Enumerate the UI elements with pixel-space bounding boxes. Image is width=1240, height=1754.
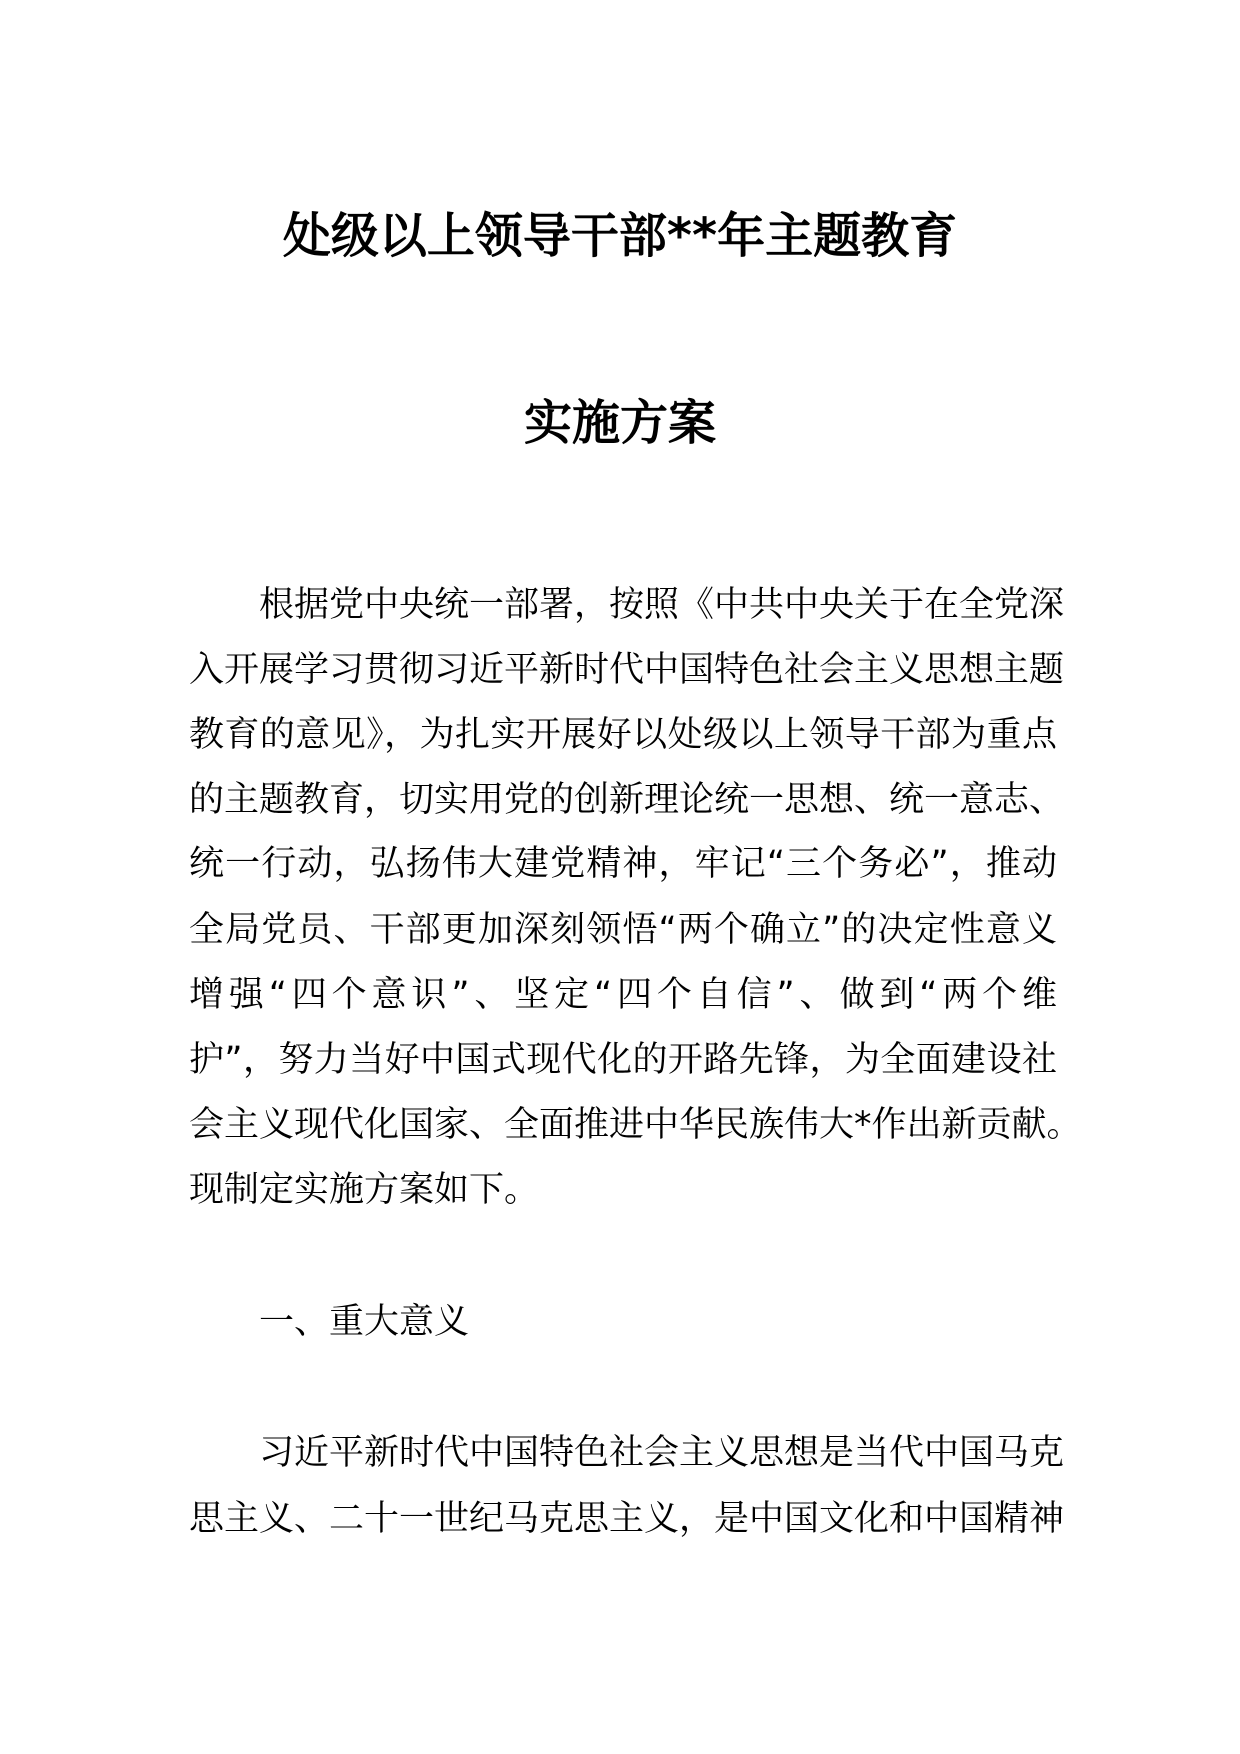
paragraph-line: 教育的意见》，为扎实开展好以处级以上领导干部为重点 xyxy=(189,715,1057,755)
paragraph-line: 的主题教育，切实用党的创新理论统一思想、统一意志、 xyxy=(189,780,1065,820)
paragraph-line: 思主义、二十一世纪马克思主义，是中国文化和中国精神 xyxy=(189,1499,1065,1539)
paragraph-line: 统一行动，弘扬伟大建党精神，牢记“三个务必”，推动 xyxy=(189,844,1057,884)
paragraph-line: 入开展学习贯彻习近平新时代中国特色社会主义思想主题 xyxy=(189,650,1065,690)
paragraph-line: 全局党员、干部更加深刻领悟“两个确立”的决定性意义 xyxy=(189,910,1057,950)
paragraph-line: 习近平新时代中国特色社会主义思想是当代中国马克 xyxy=(259,1433,1065,1473)
paragraph-line: 会主义现代化国家、全面推进中华民族伟大*作出新贡献。 xyxy=(189,1105,1082,1145)
document-title-line-2: 实施方案 xyxy=(523,395,716,451)
paragraph-line: 现制定实施方案如下。 xyxy=(189,1170,540,1210)
paragraph-line: 护”，努力当好中国式现代化的开路先锋，为全面建设社 xyxy=(189,1040,1057,1080)
document-title-line-1: 处级以上领导干部**年主题教育 xyxy=(282,208,958,264)
section-heading: 一、重大意义 xyxy=(259,1302,470,1342)
paragraph-line: 增强“四个意识”、坚定“四个自信”、做到“两个维 xyxy=(189,975,1057,1015)
paragraph-line: 根据党中央统一部署，按照《中共中央关于在全党深 xyxy=(259,585,1065,625)
